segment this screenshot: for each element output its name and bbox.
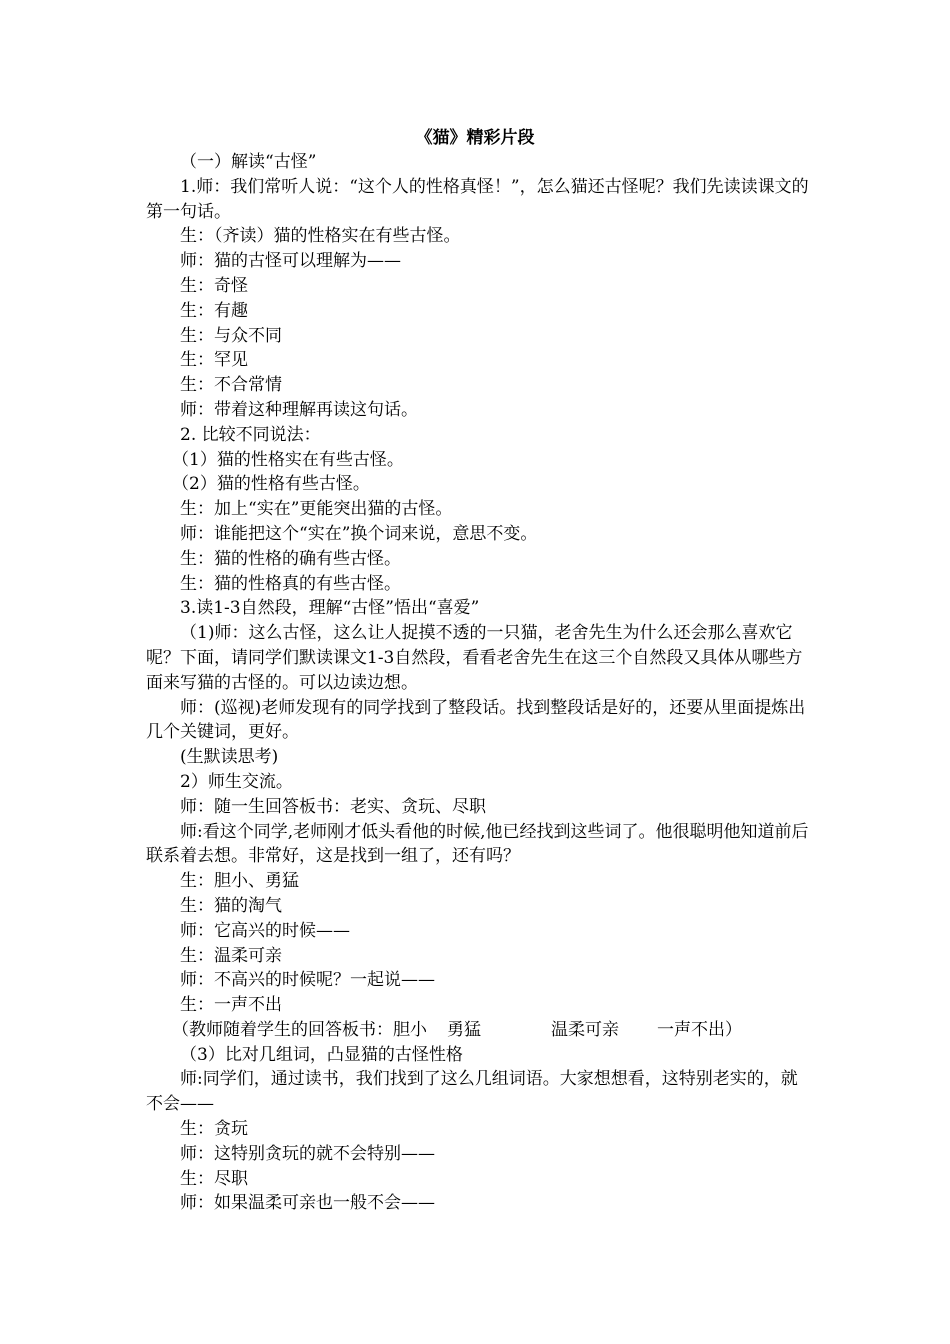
paragraph: 生：（齐读）猫的性格实在有些古怪。 — [180, 226, 461, 247]
document-title: 《猫》精彩片段 — [415, 128, 535, 148]
section-heading: （一）解读“古怪” — [180, 152, 317, 172]
paragraph: （2）猫的性格有些古怪。 — [172, 474, 370, 495]
board-word: 勇猛 — [447, 1019, 481, 1040]
paragraph: 师：谁能把这个“实在”换个词来说，意思不变。 — [180, 523, 538, 544]
paragraph: 生：猫的淘气 — [180, 895, 282, 916]
paragraph: 生：不合常情 — [180, 375, 282, 396]
paragraph: 师：它高兴的时候—— — [180, 920, 350, 941]
paragraph: (生默读思考) — [180, 747, 279, 768]
document-body — [146, 150, 810, 1216]
paragraph: 师:看这个同学,老师刚才低头看他的时候,他已经找到这些词了。他很聪明他知道前后联系着去想。非常好，这是找到一组了，还有吗？ — [146, 821, 809, 867]
paragraph: 师：随一生回答板书：老实、贪玩、尽职 — [180, 796, 486, 817]
board-writing-line — [146, 1018, 810, 1043]
paragraph: 师：(巡视)老师发现有的同学找到了整段话。找到整段话是好的，还要从里面提炼出几个关键词，更好。 — [146, 697, 806, 743]
paragraph: 生：奇怪 — [180, 275, 248, 296]
paragraph: 3.读1-3自然段，理解“古怪”悟出“喜爱” — [180, 598, 480, 619]
paragraph: 生：与众不同 — [180, 325, 282, 346]
paragraph: 2. 比较不同说法： — [180, 424, 321, 445]
paragraph: 师：这特别贪玩的就不会特别—— — [180, 1143, 435, 1164]
paragraph: 生：猫的性格的确有些古怪。 — [180, 548, 401, 569]
board-word: 一声不出） — [657, 1019, 742, 1040]
paragraph: 生：猫的性格真的有些古怪。 — [180, 573, 401, 594]
paragraph: 生：温柔可亲 — [180, 945, 282, 966]
paragraph: 师：如果温柔可亲也一般不会—— — [180, 1193, 435, 1214]
paragraph: 师：不高兴的时候呢？一起说—— — [180, 970, 435, 991]
paragraph: 师：猫的古怪可以理解为—— — [180, 251, 401, 272]
paragraph: 生：一声不出 — [180, 995, 282, 1016]
paragraph: 师:同学们，通过读书，我们找到了这么几组词语。大家想想看，这特别老实的，就不会—— — [146, 1069, 798, 1115]
paragraph: 生：有趣 — [180, 300, 248, 321]
paragraph: 师：带着这种理解再读这句话。 — [180, 399, 418, 420]
paragraph: 生：加上“实在”更能突出猫的古怪。 — [180, 499, 453, 520]
paragraph: 生：尽职 — [180, 1168, 248, 1189]
paragraph: 生：贪玩 — [180, 1119, 248, 1140]
paragraph: （1)师：这么古怪，这么让人捉摸不透的一只猫，老舍先生为什么还会那么喜欢它呢？下面，请同学们默读课文1-3自然段，看看老舍先生在这三个自然段又具体从哪些方面来写猫的古怪的。可以边读边想。 — [146, 623, 803, 693]
board-word: 温柔可亲 — [551, 1019, 619, 1040]
paragraph: 2）师生交流。 — [180, 771, 293, 792]
paragraph: （1）猫的性格实在有些古怪。 — [172, 449, 404, 470]
board-prefix: （教师随着学生的回答板书：胆小 — [172, 1019, 427, 1040]
paragraph: 生：罕见 — [180, 350, 248, 371]
paragraph: 生：胆小、勇猛 — [180, 871, 299, 892]
paragraph: 1.师：我们常听人说：“这个人的性格真怪！”，怎么猫还古怪呢？我们先读读课文的第一句话。 — [146, 176, 809, 222]
paragraph: （3）比对几组词，凸显猫的古怪性格 — [180, 1044, 463, 1065]
